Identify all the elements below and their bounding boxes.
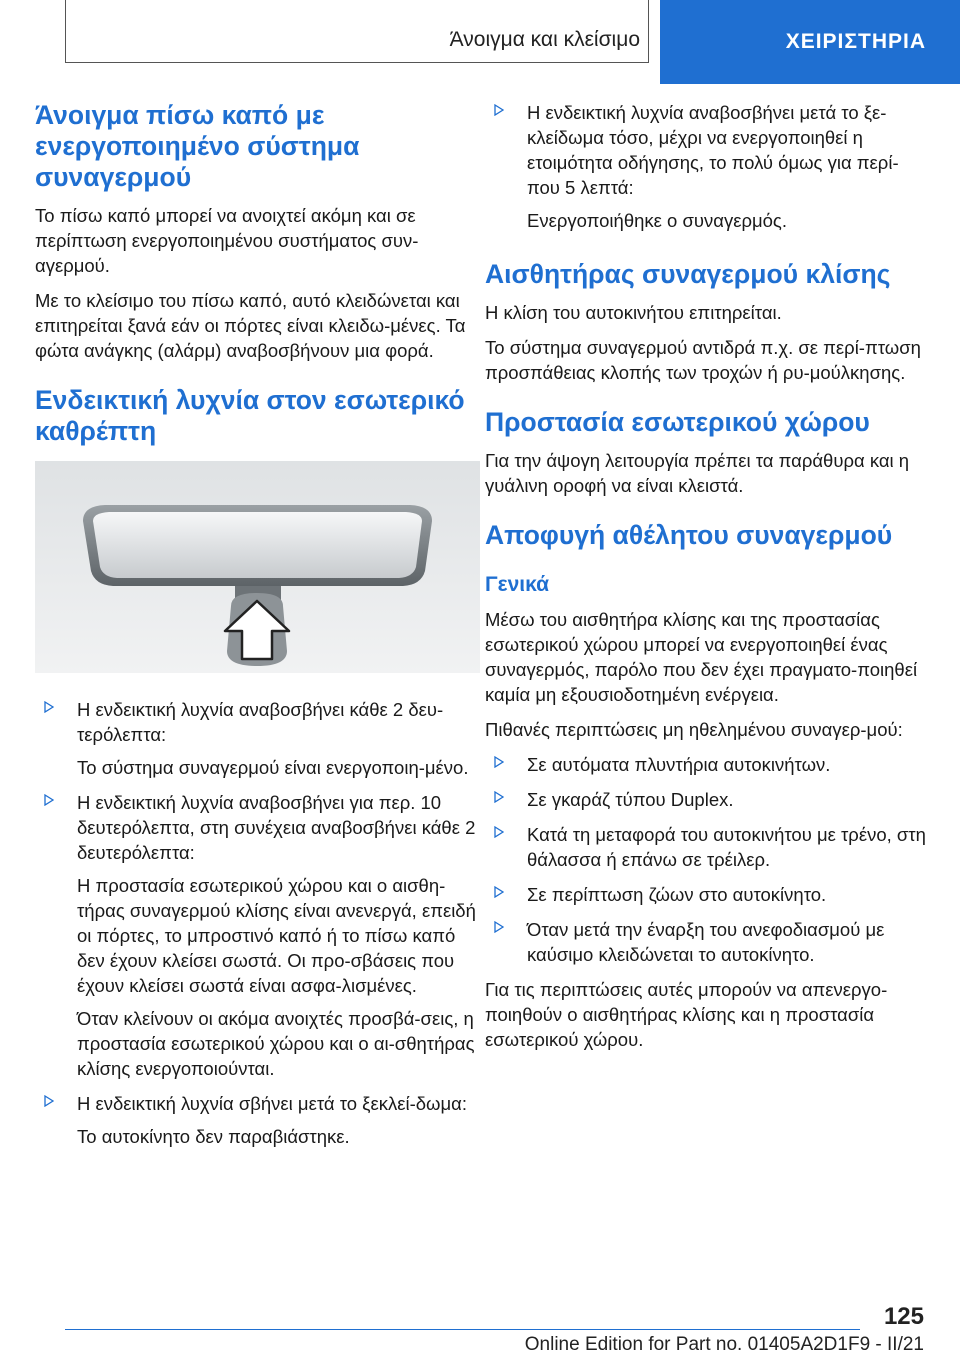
indicator-state-list-continued — [485, 100, 930, 233]
list-item — [485, 917, 930, 967]
heading-interior-protection: Προστασία εσωτερικού χώρου — [485, 407, 870, 437]
left-column — [35, 100, 480, 1159]
false-alarm-cases-list — [485, 752, 930, 967]
paragraph: Η κλίση του αυτοκινήτου επιτηρείται. — [485, 302, 782, 323]
heading-avoid-false-alarm: Αποφυγή αθέλητου συναγερμού — [485, 520, 893, 550]
footer-divider — [65, 1329, 860, 1330]
list-item — [35, 790, 480, 1081]
list-item-result: Όταν κλείνουν οι ακόμα ανοιχτές προσβά-σεις, η προστασία εσωτερικού χώρου και ο αι-σθητήρας κλίσης ενεργοποιούνται. — [77, 1008, 475, 1079]
indicator-state-list — [35, 697, 480, 1149]
list-item — [35, 697, 480, 780]
mirror-image — [35, 461, 480, 673]
list-item — [485, 882, 930, 907]
triangle-bullet-icon — [494, 921, 504, 933]
paragraph: Το σύστημα συναγερμού αντιδρά π.χ. σε περί-πτωση προσπάθειας κλοπής των τροχών ή ρυ-μούλκησης. — [485, 337, 921, 383]
list-item-text: Σε αυτόματα πλυντήρια αυτοκινήτων. — [527, 754, 831, 775]
paragraph: Για την άψογη λειτουργία πρέπει τα παράθυρα και η γυάλινη οροφή να είναι κλειστά. — [485, 450, 910, 496]
paragraph: Πιθανές περιπτώσεις μη ηθελημένου συναγερ-μού: — [485, 719, 903, 740]
subheading-general: Γενικά — [485, 573, 550, 596]
list-item — [485, 752, 930, 777]
edition-note: Online Edition for Part no. 01405A2D1F9 - II/21 — [524, 1334, 924, 1355]
list-item-result: Το αυτοκίνητο δεν παραβιάστηκε. — [77, 1126, 350, 1147]
heading-indicator-lamp: Ενδεικτική λυχνία στον εσωτερικό καθρέπτη — [35, 385, 465, 446]
paragraph: Για τις περιπτώσεις αυτές μπορούν να απενεργο-ποιηθούν ο αισθητήρας κλίσης και η προστασία εσωτερικού χώρου. — [485, 979, 888, 1050]
list-item-text: Όταν μετά την έναρξη του ανεφοδιασμού με καύσιμο κλειδώνεται το αυτοκίνητο. — [527, 919, 885, 965]
list-item-text: Σε γκαράζ τύπου Duplex. — [527, 789, 734, 810]
triangle-bullet-icon — [494, 756, 504, 768]
triangle-bullet-icon — [494, 826, 504, 838]
list-item-text: Η ενδεικτική λυχνία αναβοσβήνει για περ. 10 δευτερόλεπτα, στη συνέχεια αναβοσβήνει κάθε 2 δευτερόλεπτα: — [77, 792, 476, 863]
paragraph: Μέσω του αισθητήρα κλίσης και της προστασίας εσωτερικού χώρου μπορεί να ενεργοποιηθεί ένας συναγερμός, παρόλο που δεν έχει πραγματο-ποιηθεί καμία μη εξουσιοδοτημένη ενέργεια. — [485, 609, 918, 705]
heading-open-tailgate: Άνοιγμα πίσω καπό με ενεργοποιημένο σύστημα συναγερμού — [35, 100, 360, 192]
triangle-bullet-icon — [494, 104, 504, 116]
rearview-mirror-illustration — [35, 461, 480, 673]
list-item-result: Η προστασία εσωτερικού χώρου και ο αισθη-τήρας συναγερμού κλίσης είναι ανενεργά, επειδή οι πόρτες, το μπροστινό καπό ή το πίσω καπό δεν έχουν κλείσει σωστά. Οι προ-σβάσεις που έχουν κλείσει σωστά είναι ασφα-λισμένες. — [77, 875, 476, 996]
list-item — [485, 787, 930, 812]
right-column — [485, 100, 930, 1062]
page-number: 125 — [883, 1303, 924, 1330]
triangle-bullet-icon — [44, 1095, 54, 1107]
list-item-text: Σε περίπτωση ζώων στο αυτοκίνητο. — [527, 884, 827, 905]
list-item-result: Το σύστημα συναγερμού είναι ενεργοποιη-μένο. — [77, 757, 469, 778]
list-item — [485, 100, 930, 233]
triangle-bullet-icon — [494, 886, 504, 898]
triangle-bullet-icon — [494, 791, 504, 803]
list-item-text: Η ενδεικτική λυχνία αναβοσβήνει μετά το ξε-κλείδωμα τόσο, μέχρι να ενεργοποιηθεί η ετοιμότητα οδήγησης, το πολύ όμως για περί-που 5 λεπτά: — [527, 102, 899, 198]
paragraph: Με το κλείσιμο του πίσω καπό, αυτό κλειδώνεται και επιτηρείται ξανά εάν οι πόρτες είναι κλειδω-μένες. Τα φώτα ανάγκης (αλάρμ) αναβοσβήνουν μια φορά. — [35, 290, 466, 361]
triangle-bullet-icon — [44, 794, 54, 806]
list-item-text: Κατά τη μεταφορά του αυτοκινήτου με τρένο, στη θάλασσα ή επάνω σε τρέιλερ. — [527, 824, 926, 870]
section-tab[interactable]: ΧΕΙΡΙΣΤΗΡΙΑ — [660, 0, 960, 84]
list-item — [35, 1091, 480, 1149]
list-item-text: Η ενδεικτική λυχνία αναβοσβήνει κάθε 2 δευ-τερόλεπτα: — [77, 699, 444, 745]
list-item-text: Η ενδεικτική λυχνία σβήνει μετά το ξεκλεί-δωμα: — [77, 1093, 467, 1114]
chapter-title: Άνοιγμα και κλείσιμο — [449, 28, 640, 51]
list-item-result: Ενεργοποιήθηκε ο συναγερμός. — [527, 210, 787, 231]
paragraph: Το πίσω καπό μπορεί να ανοιχτεί ακόμη και σε περίπτωση ενεργοποιημένου συστήματος συν-αγερμού. — [35, 205, 419, 276]
heading-tilt-sensor: Αισθητήρας συναγερμού κλίσης — [485, 259, 891, 289]
list-item — [485, 822, 930, 872]
triangle-bullet-icon — [44, 701, 54, 713]
